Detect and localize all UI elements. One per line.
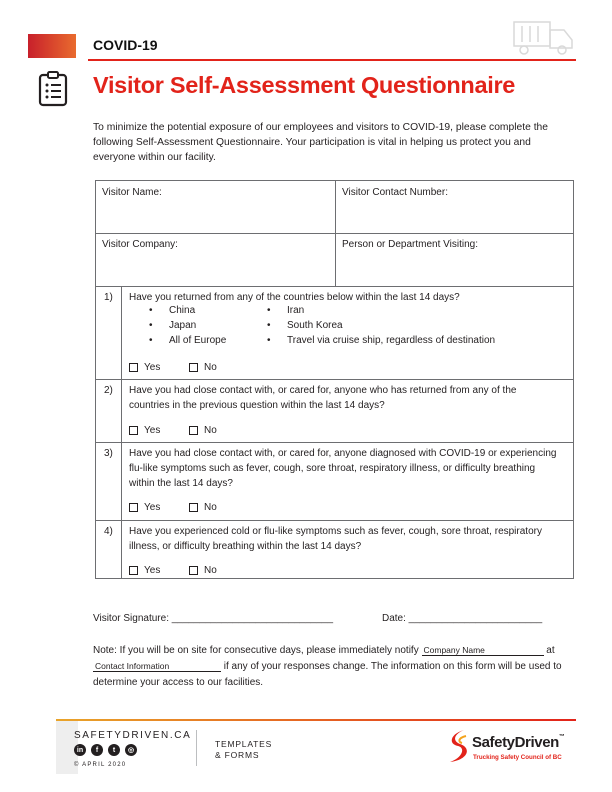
q4-no-checkbox[interactable] [189,565,249,576]
no-label: No [204,502,217,513]
row-divider [96,520,573,521]
number-column-divider [121,286,122,579]
logo-trademark: ™ [558,734,565,740]
section-label: COVID-19 [93,37,158,53]
question-4-text: Have you experienced cold or flu-like symptoms such as fever, cough, sore throat, respiratory illness, or difficulty breathing within the last 14 days? [129,526,542,552]
question-2-answers [129,425,249,436]
templates-label [215,739,272,761]
linkedin-icon[interactable]: in [74,744,86,756]
question-3-answers [129,502,249,513]
no-label: No [204,425,217,436]
footer-divider [196,730,197,766]
safetydriven-swoosh-icon [446,728,470,764]
yes-label: Yes [144,502,161,513]
country-item: • Japan [149,320,226,335]
checkbox-square[interactable] [189,566,198,575]
row-divider [96,442,573,443]
person-visiting-field[interactable]: Person or Department Visiting: [342,239,478,250]
templates-line-2: & FORMS [215,750,260,760]
page-title: Visitor Self-Assessment Questionnaire [93,72,516,98]
q2-no-checkbox[interactable] [189,425,249,436]
checkbox-square[interactable] [129,426,138,435]
q2-yes-checkbox[interactable] [129,425,189,436]
row-divider [96,286,573,287]
visitor-signature-field[interactable]: Visitor Signature: _____________________________ [93,613,334,624]
header-rule [88,59,576,61]
header-color-tab [28,34,76,58]
question-3-number: 3) [104,448,113,459]
website-link[interactable]: SAFETYDRIVEN.CA [74,730,192,741]
checkbox-square[interactable] [189,363,198,372]
contact-information-field[interactable]: Contact Information [93,661,221,672]
questionnaire-form [95,180,574,579]
no-label: No [204,362,217,373]
question-2-text: Have you had close contact with, or cared for, anyone who has returned from any of the countries in the previous question within the last 14 days? [129,385,517,411]
q1-yes-checkbox[interactable] [129,362,189,373]
visitor-name-field[interactable]: Visitor Name: [102,187,162,198]
question-3-text: Have you had close contact with, or cared for, anyone diagnosed with COVID-19 or experiencing flu-like symptoms such as fever, cough, sore throat, respiratory illness, or difficulty breathing within the last 14 days? [129,448,557,489]
checkbox-square[interactable] [129,503,138,512]
q3-yes-checkbox[interactable] [129,502,189,513]
twitter-icon[interactable]: t [108,744,120,756]
social-links [74,744,137,756]
country-item: • Iran [267,305,495,320]
q1-no-checkbox[interactable] [189,362,249,373]
question-4-number: 4) [104,526,113,537]
templates-line-1: TEMPLATES [215,739,273,749]
country-list-2 [267,305,495,350]
country-item: • China [149,305,226,320]
question-1-text: Have you returned from any of the countries below within the last 14 days? [129,292,460,303]
row-divider [96,379,573,380]
facebook-icon[interactable]: f [91,744,103,756]
checkbox-square[interactable] [129,566,138,575]
checkbox-square[interactable] [189,503,198,512]
publish-date: © APRIL 2020 [74,762,127,768]
yes-label: Yes [144,425,161,436]
note-at: at [546,645,555,656]
yes-label: Yes [144,362,161,373]
question-2-number: 2) [104,385,113,396]
note-prefix: Note: If you will be on site for consecutive days, please immediately notify [93,645,419,656]
intro-paragraph: To minimize the potential exposure of our employees and visitors to COVID-19, please complete the following Self-Assessment Questionnaire. Your participation is vital in helping us protect you and everyone within our facility. [93,122,549,163]
logo-name: SafetyDriven [472,734,559,751]
q3-no-checkbox[interactable] [189,502,249,513]
checkbox-square[interactable] [189,426,198,435]
country-item: • South Korea [267,320,495,335]
question-1-number: 1) [104,292,113,303]
checkbox-square[interactable] [129,363,138,372]
logo-subtitle: Trucking Safety Council of BC [473,754,562,761]
yes-label: Yes [144,565,161,576]
footer-rule [56,719,576,721]
instagram-icon[interactable]: ◎ [125,744,137,756]
clipboard-icon [38,71,68,107]
note-paragraph [93,643,577,691]
country-list-1 [149,305,226,350]
safetydriven-logo [446,728,576,768]
country-item: • Travel via cruise ship, regardless of destination [267,335,495,350]
country-item: • All of Europe [149,335,226,350]
column-divider [335,181,336,286]
question-1-answers [129,362,249,373]
note-suffix: if any of your responses change. The information on this form will be used to determine your access to our facilities. [93,661,562,688]
visitor-contact-field[interactable]: Visitor Contact Number: [342,187,448,198]
no-label: No [204,565,217,576]
company-name-field[interactable]: Company Name [422,645,544,656]
visitor-company-field[interactable]: Visitor Company: [102,239,178,250]
date-field[interactable]: Date: ________________________ [382,613,543,624]
q4-yes-checkbox[interactable] [129,565,189,576]
question-4-answers [129,565,249,576]
truck-icon [512,20,576,56]
